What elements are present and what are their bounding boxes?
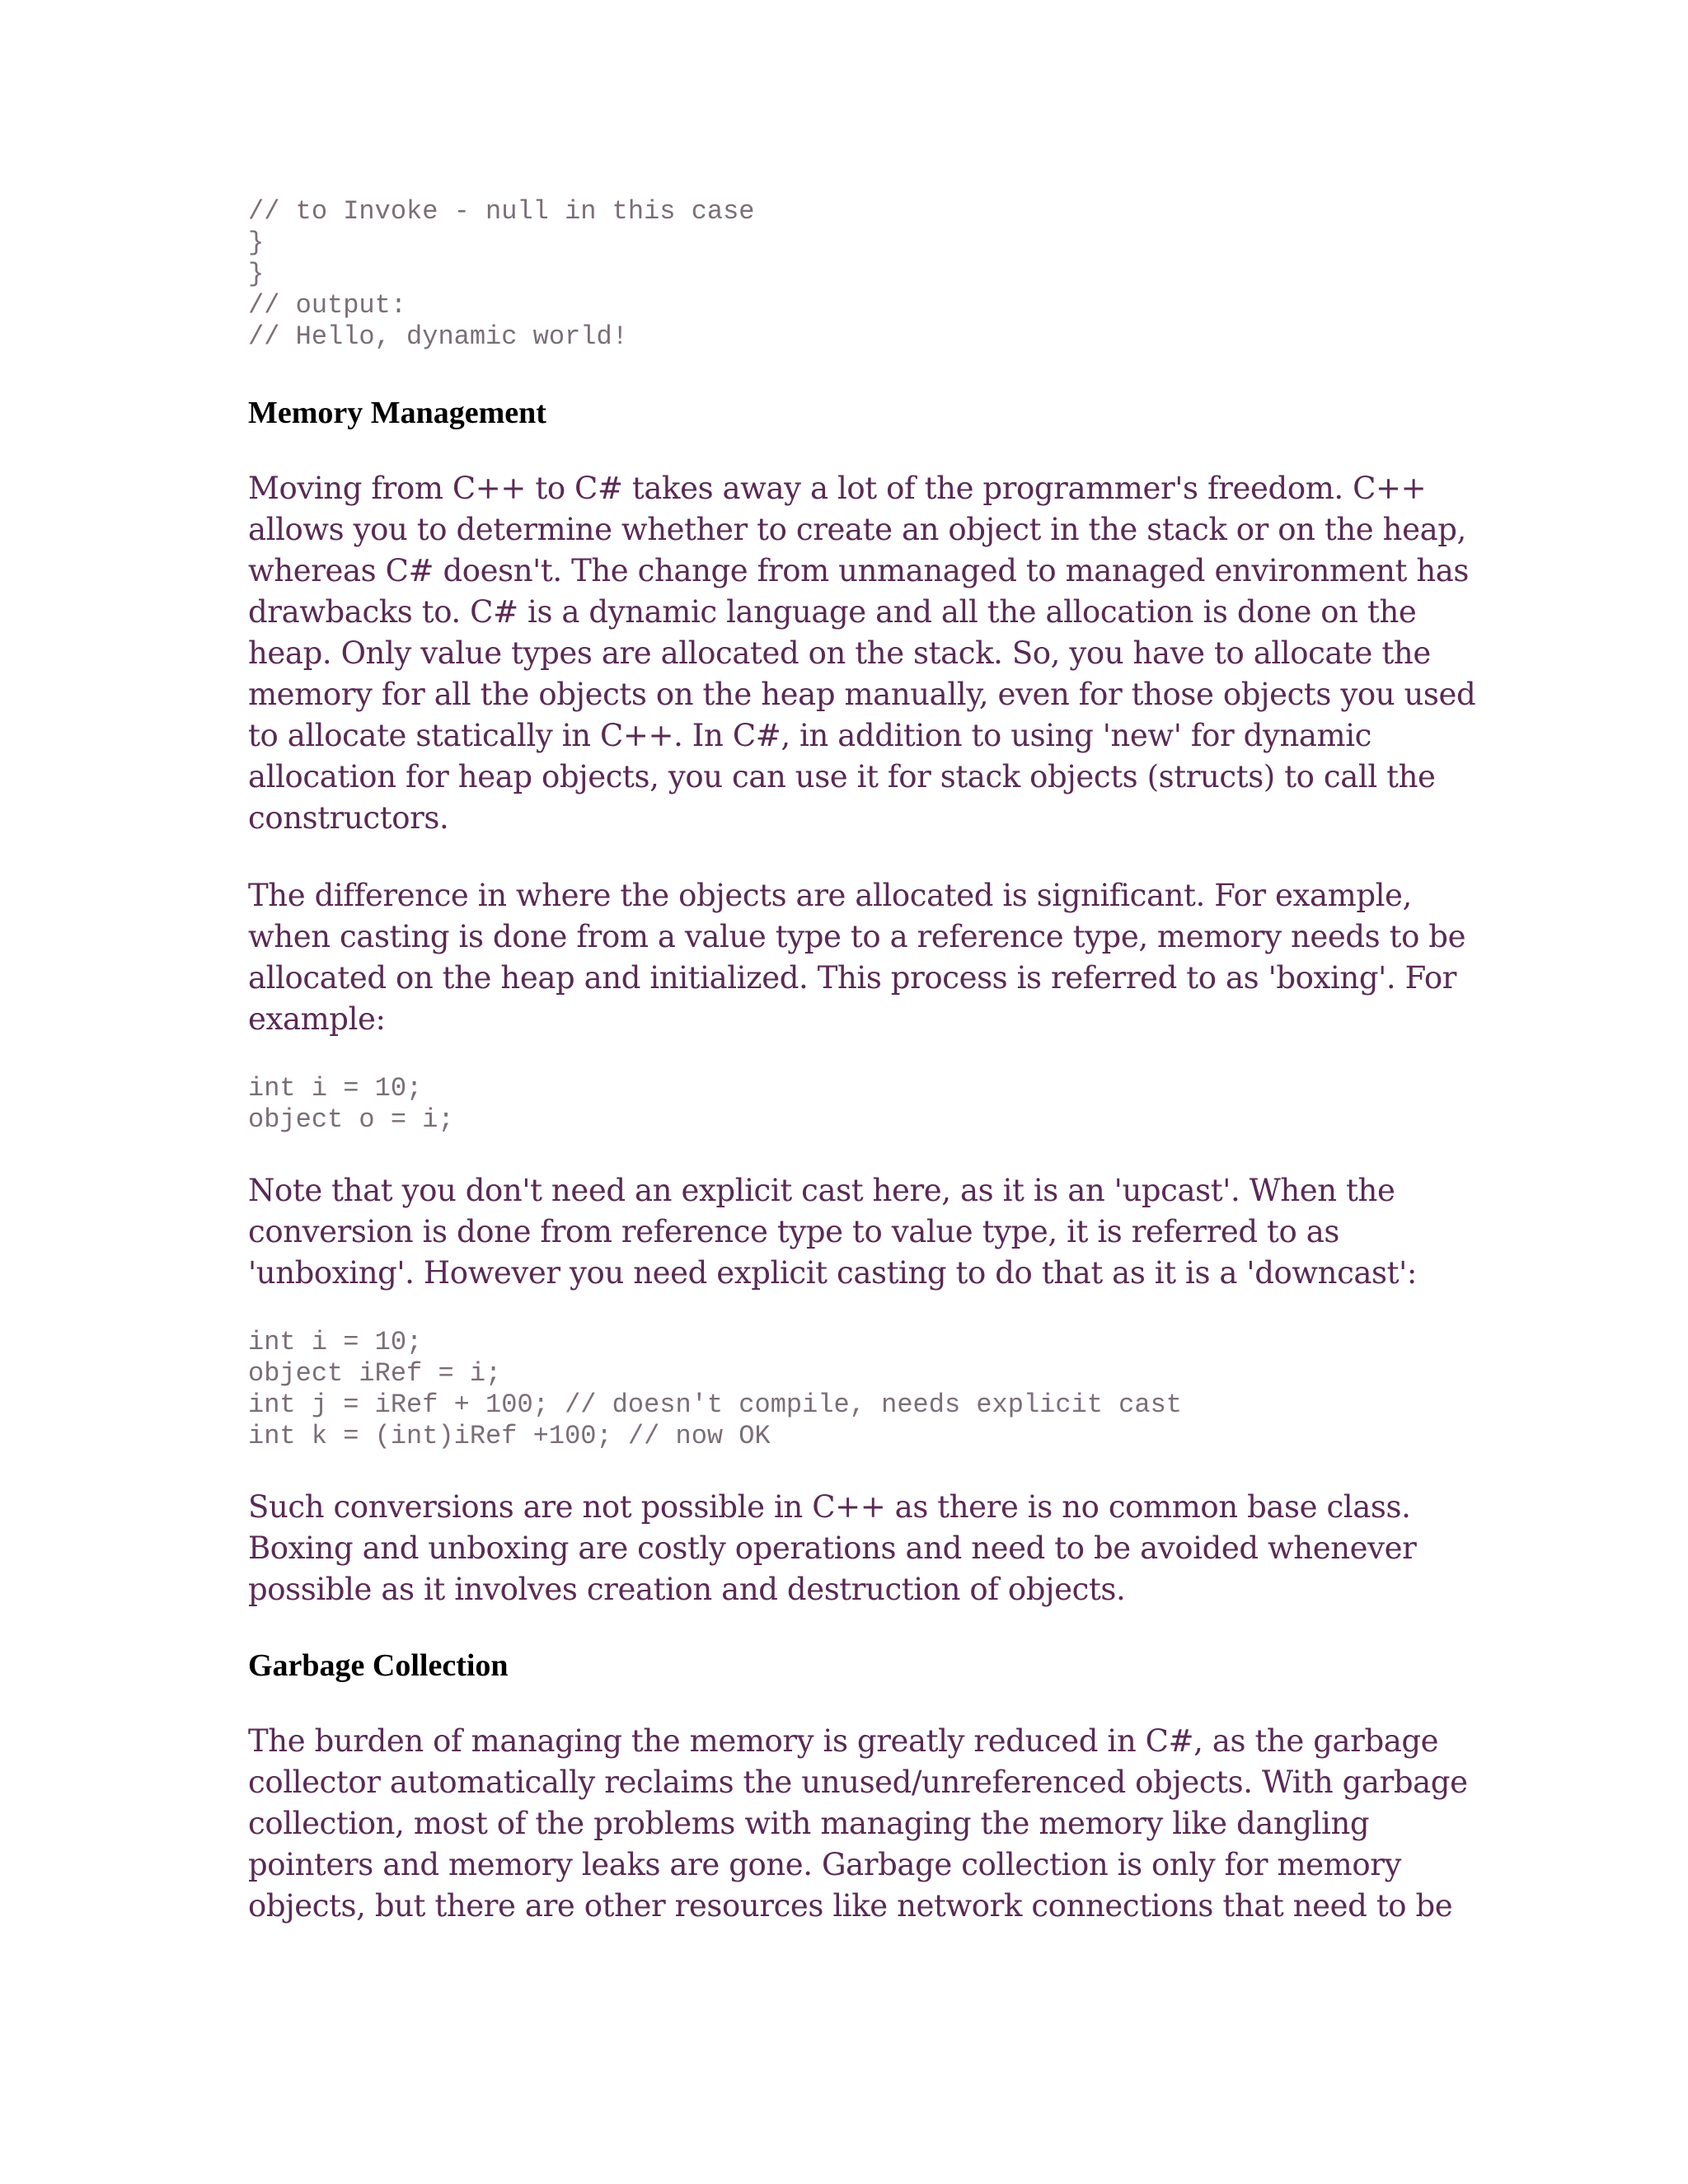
code-line: // to Invoke - null in this case xyxy=(248,196,755,227)
text-line: allocation for heap objects, you can use it for stack objects (structs) to call the xyxy=(248,759,1436,794)
text-line: conversion is done from reference type to value type, it is referred to as xyxy=(248,1214,1339,1249)
text-line: objects, but there are other resources like network connections that need to be xyxy=(248,1888,1453,1924)
text-line: allows you to determine whether to create an object in the stack or on the heap, xyxy=(248,512,1466,547)
text-line: heap. Only value types are allocated on the stack. So, you have to allocate the xyxy=(248,635,1431,671)
text-line: 'unboxing'. However you need explicit casting to do that as it is a 'downcast': xyxy=(248,1255,1417,1291)
code-line: } xyxy=(248,227,265,258)
section-heading-garbage-collection: Garbage Collection xyxy=(248,1648,509,1683)
text-line: memory for all the objects on the heap manually, even for those objects you used xyxy=(248,677,1476,712)
text-line: possible as it involves creation and destruction of objects. xyxy=(248,1572,1126,1607)
paragraph-unboxing xyxy=(248,1170,1451,1294)
text-line: constructors. xyxy=(248,800,449,836)
text-line: when casting is done from a value type to a reference type, memory needs to be xyxy=(248,919,1466,954)
code-line: object o = i; xyxy=(248,1104,454,1135)
code-block-top xyxy=(248,196,1451,353)
paragraph-boxing xyxy=(248,875,1466,1040)
text-line: The difference in where the objects are allocated is significant. For example, xyxy=(248,878,1412,913)
paragraph-garbage-collection xyxy=(248,1721,1468,1927)
code-line: // output: xyxy=(248,290,407,321)
text-line: Moving from C++ to C# takes away a lot of the programmer's freedom. C++ xyxy=(248,471,1427,506)
code-line: int i = 10; xyxy=(248,1327,423,1357)
code-line: int i = 10; xyxy=(248,1073,423,1104)
text-line: The burden of managing the memory is greatly reduced in C#, as the garbage xyxy=(248,1723,1439,1759)
text-line: drawbacks to. C# is a dynamic language and all the allocation is done on the xyxy=(248,594,1417,630)
page-content xyxy=(248,196,1476,1927)
paragraph-conversions xyxy=(248,1487,1451,1610)
code-line: int k = (int)iRef +100; // now OK xyxy=(248,1421,771,1451)
text-line: example: xyxy=(248,1001,386,1037)
paragraph-memory-intro xyxy=(248,468,1476,839)
text-line: to allocate statically in C++. In C#, in addition to using 'new' for dynamic xyxy=(248,718,1372,753)
text-line: allocated on the heap and initialized. This process is referred to as 'boxing'. For xyxy=(248,960,1457,996)
section-heading-memory-management: Memory Management xyxy=(248,396,546,430)
text-line: Such conversions are not possible in C++ as there is no common base class. xyxy=(248,1489,1411,1525)
text-line: Boxing and unboxing are costly operations and need to be avoided whenever xyxy=(248,1530,1417,1566)
text-line: Note that you don't need an explicit cast here, as it is an 'upcast'. When the xyxy=(248,1173,1395,1208)
text-line: whereas C# doesn't. The change from unmanaged to managed environment has xyxy=(248,553,1470,588)
text-line: pointers and memory leaks are gone. Garbage collection is only for memory xyxy=(248,1847,1402,1882)
code-line: int j = iRef + 100; // doesn't compile, needs explicit cast xyxy=(248,1390,1182,1420)
code-block-unboxing xyxy=(248,1327,1451,1452)
code-line: // Hello, dynamic world! xyxy=(248,321,628,352)
code-line: object iRef = i; xyxy=(248,1358,502,1389)
text-line: collector automatically reclaims the unused/unreferenced objects. With garbage xyxy=(248,1765,1468,1800)
code-line: } xyxy=(248,259,265,289)
text-line: collection, most of the problems with managing the memory like dangling xyxy=(248,1806,1370,1841)
code-block-boxing xyxy=(248,1073,1451,1136)
